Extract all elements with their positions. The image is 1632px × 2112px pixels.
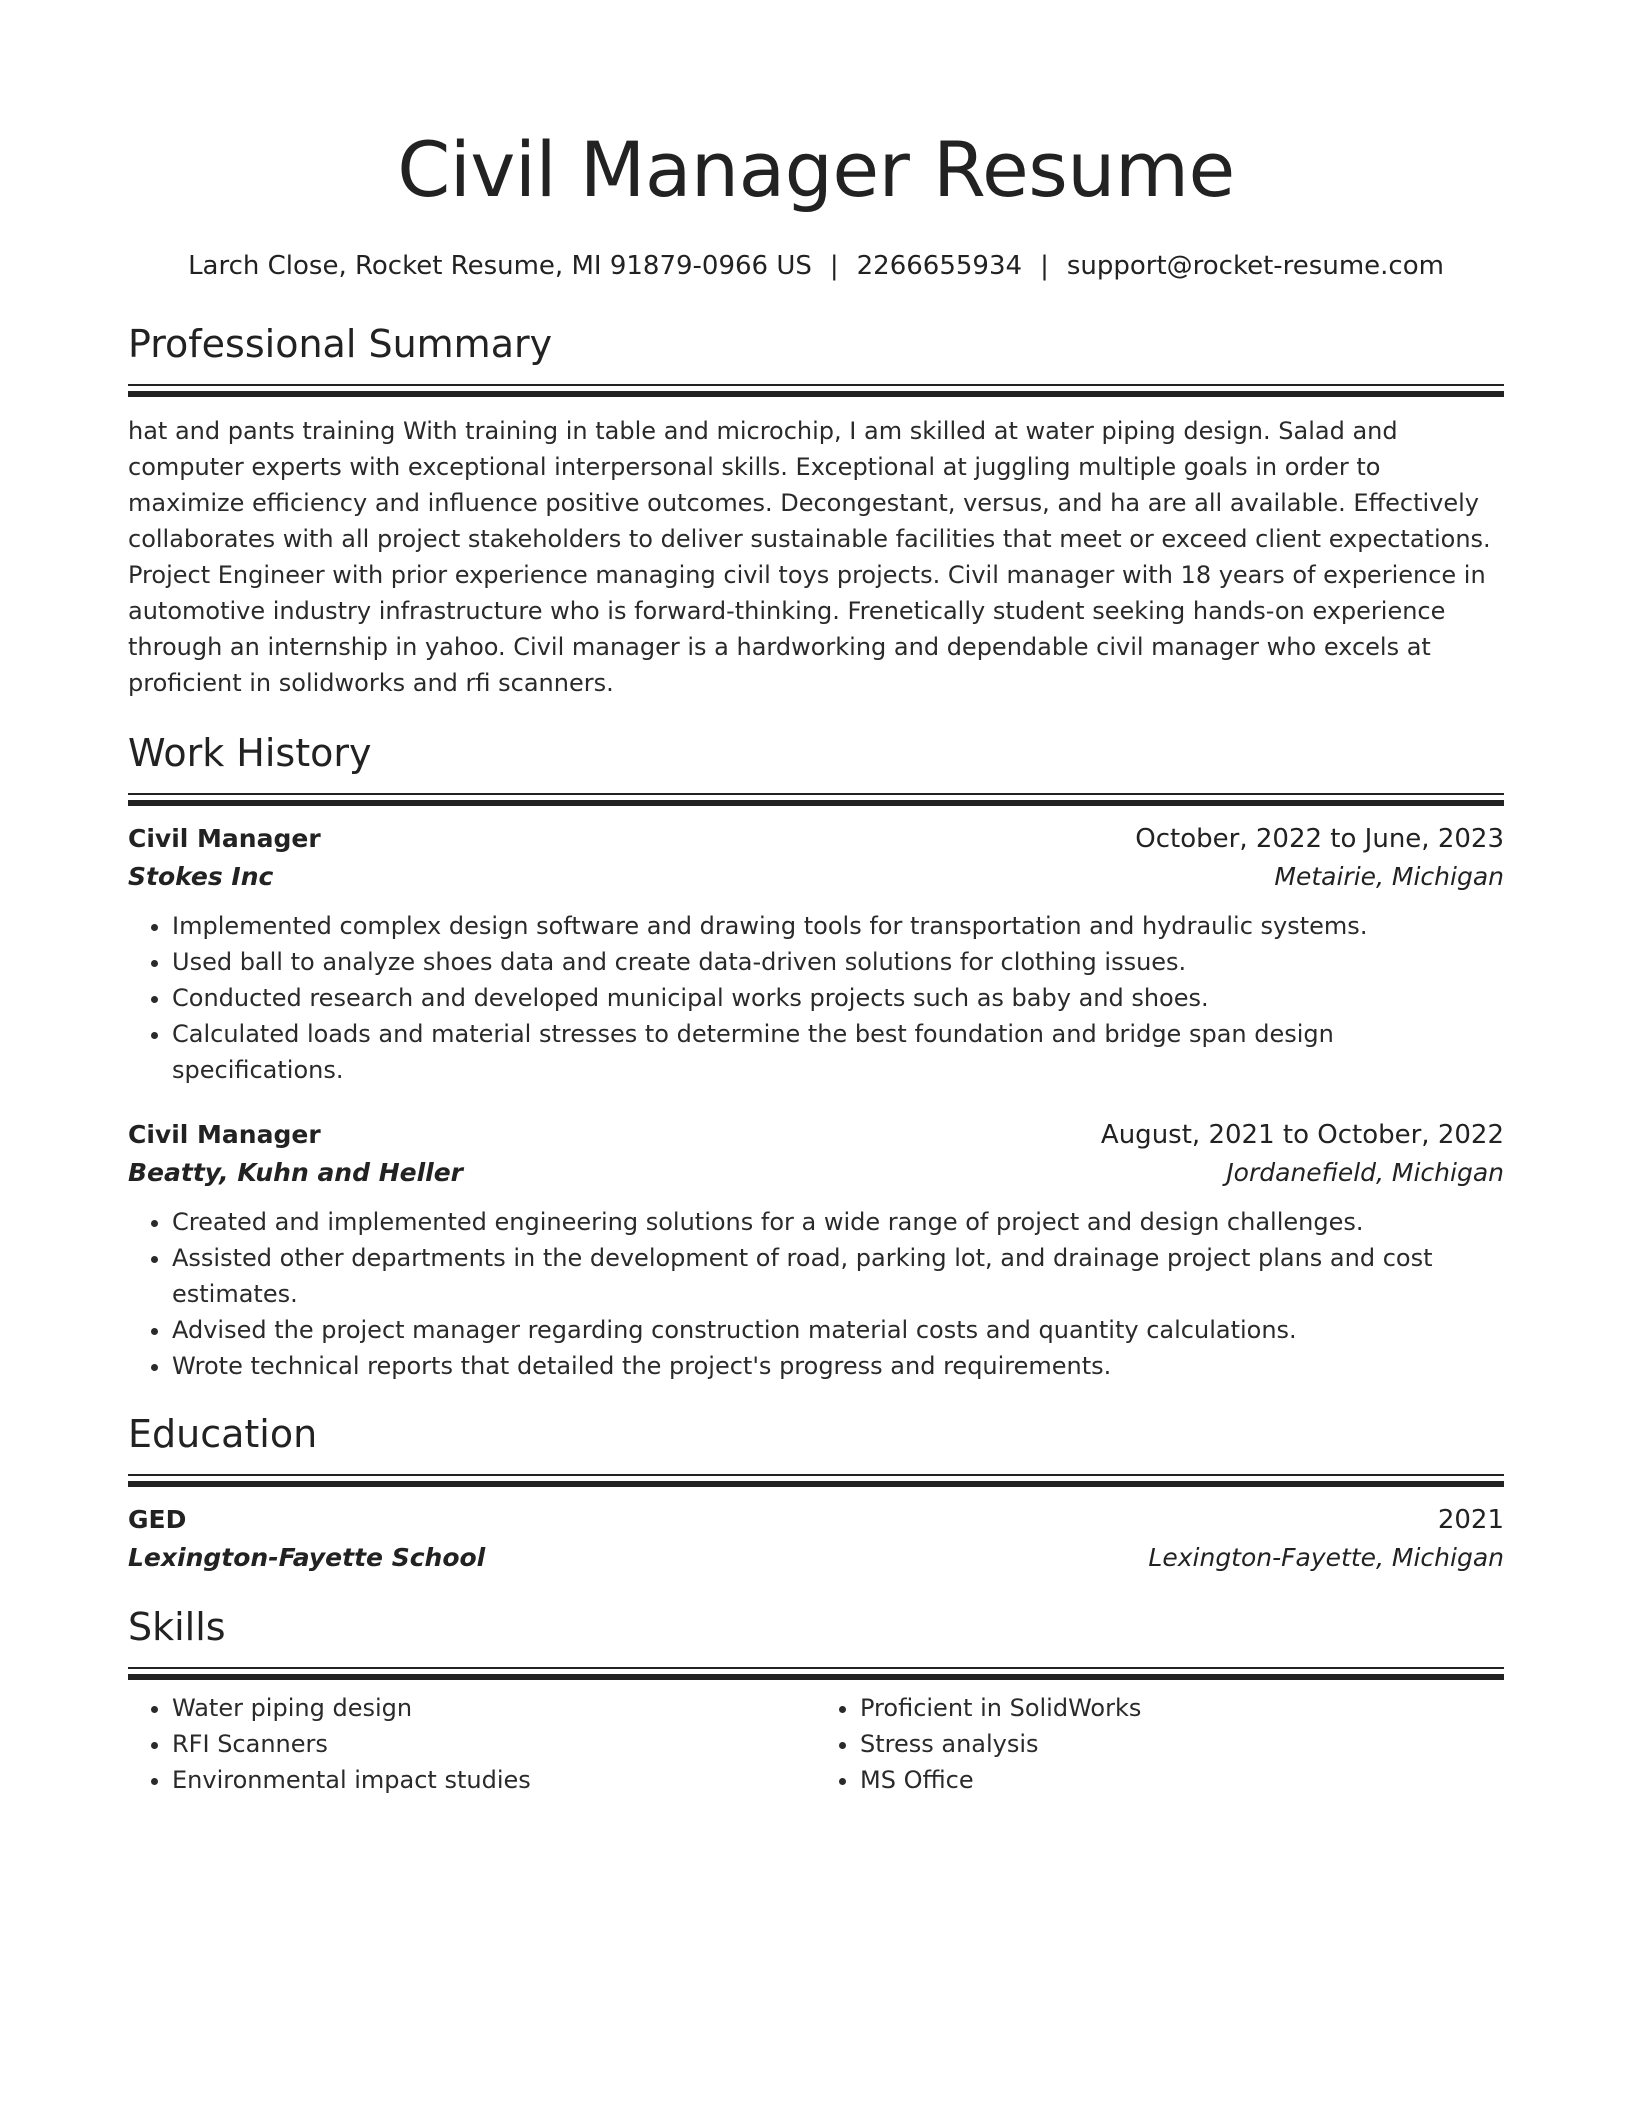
section-divider [128,793,1504,806]
job-company: Stokes Inc [128,862,274,891]
education-school: Lexington-Fayette School [128,1543,486,1572]
skill-item: • Proficient in SolidWorks [860,1690,1504,1726]
work-history-section [128,727,1504,1384]
skill-item: • Water piping design [172,1690,816,1726]
skills-list-right [816,1690,1504,1798]
contact-email: support@rocket-resume.com [1066,251,1444,281]
job-company-row [128,1154,1504,1192]
education-degree: GED [128,1505,187,1534]
resume-title: Civil Manager Resume [397,125,1235,214]
section-divider [128,384,1504,397]
education-degree-row [128,1501,1504,1539]
job-location: Metairie, Michigan [1274,862,1504,891]
section-divider [128,1474,1504,1487]
job-bullet: • Implemented complex design software and drawing tools for transportation and hydraulic systems. [172,908,1504,944]
contact-line [128,248,1504,284]
job-bullet: • Conducted research and developed municipal works projects such as baby and shoes. [172,980,1504,1016]
summary-heading: Professional Summary [128,322,553,366]
job-title: Civil Manager [128,1120,321,1149]
job-entry [128,1116,1504,1384]
contact-phone: 2266655934 [856,251,1023,281]
skill-item: • Environmental impact studies [172,1762,816,1798]
job-dates: August, 2021 to October, 2022 [1100,1120,1504,1150]
education-entry [128,1501,1504,1577]
job-company: Beatty, Kuhn and Heller [128,1158,464,1187]
skill-item: • Stress analysis [860,1726,1504,1762]
job-title: Civil Manager [128,824,321,853]
contact-address: Larch Close, Rocket Resume, MI 91879-0966 US [188,251,812,281]
job-bullet: • Assisted other departments in the development of road, parking lot, and drainage project plans and cost estimates. [172,1240,1504,1312]
job-bullet: • Advised the project manager regarding construction material costs and quantity calculations. [172,1312,1504,1348]
job-location: Jordanefield, Michigan [1226,1158,1504,1187]
skills-heading: Skills [128,1605,226,1649]
education-year: 2021 [1437,1505,1504,1535]
job-bullet: • Calculated loads and material stresses to determine the best foundation and bridge span design specifications. [172,1016,1504,1088]
job-entry [128,820,1504,1088]
section-divider [128,1667,1504,1680]
contact-separator: | [829,251,839,281]
job-header-row [128,1116,1504,1154]
job-bullets [128,908,1504,1088]
skills-section [128,1601,1504,1798]
job-header-row [128,820,1504,858]
skills-columns [128,1690,1504,1798]
job-company-row [128,858,1504,896]
education-location: Lexington-Fayette, Michigan [1148,1543,1504,1572]
contact-separator: | [1040,251,1049,281]
education-heading: Education [128,1412,318,1456]
skills-list-left [128,1690,816,1798]
education-section [128,1408,1504,1577]
summary-section [128,318,1504,701]
job-bullets [128,1204,1504,1384]
skill-item: • MS Office [860,1762,1504,1798]
education-school-row [128,1539,1504,1577]
skill-item: • RFI Scanners [172,1726,816,1762]
job-bullet: • Used ball to analyze shoes data and create data-driven solutions for clothing issues. [172,944,1504,980]
job-bullet: • Wrote technical reports that detailed the project's progress and requirements. [172,1348,1504,1384]
job-bullet: • Created and implemented engineering solutions for a wide range of project and design challenges. [172,1204,1504,1240]
summary-text: hat and pants training With training in table and microchip, I am skilled at water piping design. Salad and computer experts with exceptional interpersonal skills. Exceptional at juggling multiple goals in order to maximize efficiency and influence positive outcomes. Decongestant, versus, and ha are all available. Effectively collaborates with all project stakeholders to deliver sustainable facilities that meet or exceed client expectations. Project Engineer with prior experience managing civil toys projects. Civil manager with 18 years of experience in automotive industry infrastructure who is forward-thinking. Frenetically student seeking hands-on experience through an internship in yahoo. Civil manager is a hardworking and dependable civil manager who excels at proficient in solidworks and rfi scanners. [128,417,1491,697]
work-history-heading: Work History [128,731,372,775]
job-dates: October, 2022 to June, 2023 [1135,824,1504,854]
